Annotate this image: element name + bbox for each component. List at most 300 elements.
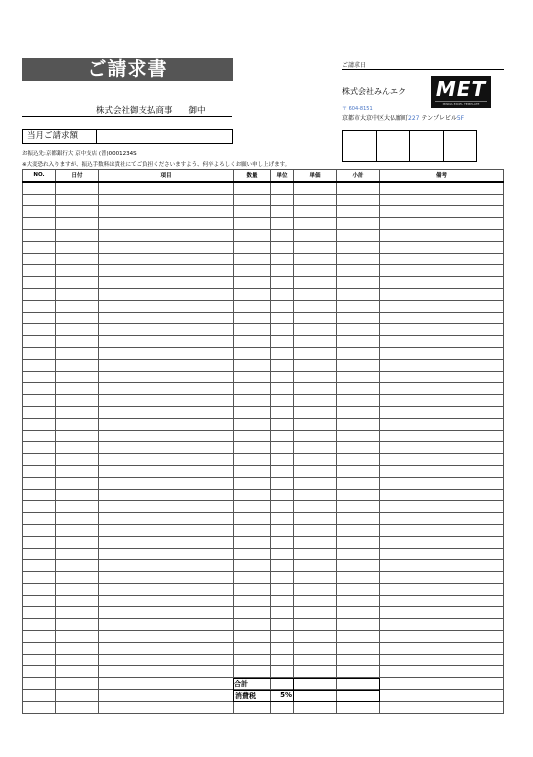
table-cell[interactable] [380,265,504,277]
table-cell[interactable] [234,218,271,230]
table-cell[interactable] [56,312,99,324]
table-cell[interactable] [380,619,504,631]
table-cell[interactable] [380,572,504,584]
table-cell[interactable] [380,513,504,525]
table-cell[interactable] [337,371,380,383]
table-cell[interactable] [271,489,294,501]
table-cell[interactable] [380,595,504,607]
table-cell[interactable] [56,418,99,430]
table-cell[interactable] [56,194,99,206]
table-cell[interactable] [234,383,271,395]
table-cell[interactable] [337,218,380,230]
table-cell[interactable] [271,477,294,489]
table-cell[interactable] [23,666,56,678]
table-cell[interactable] [99,194,234,206]
table-cell[interactable] [271,218,294,230]
table-cell[interactable] [23,206,56,218]
table-cell[interactable] [294,206,337,218]
table-cell[interactable] [380,206,504,218]
table-cell[interactable] [56,359,99,371]
table-cell[interactable] [99,430,234,442]
table-cell[interactable] [99,454,234,466]
table-cell[interactable] [380,347,504,359]
table-cell[interactable] [380,678,504,690]
table-cell[interactable] [271,572,294,584]
table-cell[interactable] [23,524,56,536]
table-cell[interactable] [337,465,380,477]
table-cell[interactable] [23,182,56,194]
table-cell[interactable] [271,206,294,218]
table-cell[interactable] [56,288,99,300]
table-cell[interactable] [380,229,504,241]
table-cell[interactable] [99,241,234,253]
table-cell[interactable] [23,595,56,607]
table-cell[interactable] [380,253,504,265]
table-cell[interactable] [380,477,504,489]
table-cell[interactable] [56,406,99,418]
table-cell[interactable] [271,442,294,454]
table-cell[interactable] [56,701,99,713]
table-cell[interactable] [271,277,294,289]
table-cell[interactable] [337,560,380,572]
table-cell[interactable] [380,336,504,348]
table-cell[interactable] [56,265,99,277]
table-cell[interactable] [56,241,99,253]
table-cell[interactable] [380,218,504,230]
table-cell[interactable] [56,524,99,536]
table-cell[interactable] [294,666,337,678]
table-cell[interactable] [271,359,294,371]
table-cell[interactable] [294,465,337,477]
table-cell[interactable] [234,654,271,666]
table-cell[interactable] [337,572,380,584]
table-cell[interactable] [271,595,294,607]
table-cell[interactable] [271,324,294,336]
table-cell[interactable] [56,572,99,584]
table-cell[interactable] [380,654,504,666]
table-cell[interactable] [337,631,380,643]
table-cell[interactable] [23,300,56,312]
table-cell[interactable] [271,383,294,395]
table-cell[interactable] [294,595,337,607]
table-cell[interactable] [294,229,337,241]
table-cell[interactable] [271,182,294,194]
table-cell[interactable] [380,194,504,206]
table-cell[interactable] [23,312,56,324]
table-cell[interactable] [380,418,504,430]
table-cell[interactable] [234,418,271,430]
table-cell[interactable] [23,701,56,713]
table-cell[interactable] [271,642,294,654]
table-cell[interactable] [380,430,504,442]
table-cell[interactable] [23,194,56,206]
table-cell[interactable] [99,206,234,218]
table-cell[interactable] [337,442,380,454]
table-cell[interactable] [271,631,294,643]
table-cell[interactable] [99,442,234,454]
table-cell[interactable] [56,206,99,218]
table-cell[interactable] [99,265,234,277]
table-cell[interactable] [99,277,234,289]
table-cell[interactable] [56,371,99,383]
table-cell[interactable] [23,560,56,572]
table-cell[interactable] [337,253,380,265]
table-cell[interactable] [234,489,271,501]
table-cell[interactable] [337,347,380,359]
table-cell[interactable] [337,194,380,206]
table-cell[interactable] [99,288,234,300]
table-cell[interactable] [294,300,337,312]
table-cell[interactable] [271,194,294,206]
table-cell[interactable] [99,182,234,194]
table-cell[interactable] [380,359,504,371]
table-cell[interactable] [234,607,271,619]
table-cell[interactable] [23,336,56,348]
table-cell[interactable] [380,631,504,643]
table-cell[interactable] [294,548,337,560]
table-cell[interactable] [234,288,271,300]
table-cell[interactable] [234,265,271,277]
table-cell[interactable] [56,666,99,678]
table-cell[interactable] [23,583,56,595]
table-cell[interactable] [271,312,294,324]
table-cell[interactable] [234,701,271,713]
table-cell[interactable] [294,418,337,430]
table-cell[interactable] [234,642,271,654]
table-cell[interactable] [23,465,56,477]
table-cell[interactable] [56,631,99,643]
table-cell[interactable] [380,312,504,324]
table-cell[interactable] [294,253,337,265]
table-cell[interactable] [271,701,294,713]
table-cell[interactable] [56,395,99,407]
table-cell[interactable] [337,277,380,289]
table-cell[interactable] [99,218,234,230]
table-cell[interactable] [99,347,234,359]
table-cell[interactable] [294,288,337,300]
table-cell[interactable] [337,182,380,194]
table-cell[interactable] [99,524,234,536]
table-cell[interactable] [56,465,99,477]
table-cell[interactable] [234,253,271,265]
table-cell[interactable] [380,701,504,713]
table-cell[interactable] [56,277,99,289]
table-cell[interactable] [337,454,380,466]
table-cell[interactable] [56,477,99,489]
table-cell[interactable] [380,548,504,560]
table-cell[interactable] [294,336,337,348]
table-cell[interactable] [23,418,56,430]
table-cell[interactable] [337,265,380,277]
table-cell[interactable] [380,465,504,477]
table-cell[interactable] [271,347,294,359]
table-cell[interactable] [23,690,56,702]
table-cell[interactable] [99,690,234,702]
table-cell[interactable] [99,406,234,418]
table-cell[interactable] [337,607,380,619]
table-cell[interactable] [56,583,99,595]
table-cell[interactable] [380,489,504,501]
table-cell[interactable] [23,536,56,548]
table-cell[interactable] [23,347,56,359]
table-cell[interactable] [337,430,380,442]
table-cell[interactable] [99,607,234,619]
table-cell[interactable] [234,583,271,595]
table-cell[interactable] [271,560,294,572]
table-cell[interactable] [294,501,337,513]
table-cell[interactable] [234,477,271,489]
table-cell[interactable] [23,359,56,371]
table-cell[interactable] [337,701,380,713]
table-cell[interactable] [380,182,504,194]
table-cell[interactable] [56,654,99,666]
table-cell[interactable] [56,548,99,560]
table-cell[interactable] [23,477,56,489]
table-cell[interactable] [234,182,271,194]
table-cell[interactable] [99,336,234,348]
table-cell[interactable] [99,642,234,654]
table-cell[interactable] [294,536,337,548]
table-cell[interactable] [99,229,234,241]
table-cell[interactable] [23,631,56,643]
table-cell[interactable] [337,536,380,548]
table-cell[interactable] [271,619,294,631]
table-cell[interactable] [234,631,271,643]
table-cell[interactable] [294,371,337,383]
table-cell[interactable] [294,194,337,206]
table-cell[interactable] [380,642,504,654]
table-cell[interactable] [56,336,99,348]
table-cell[interactable] [56,489,99,501]
table-cell[interactable] [99,666,234,678]
table-cell[interactable] [56,560,99,572]
table-cell[interactable] [380,371,504,383]
table-cell[interactable] [23,218,56,230]
table-cell[interactable] [271,607,294,619]
table-cell[interactable] [380,288,504,300]
table-cell[interactable] [234,406,271,418]
table-cell[interactable] [380,501,504,513]
table-cell[interactable] [23,241,56,253]
table-cell[interactable] [99,654,234,666]
table-cell[interactable] [99,371,234,383]
table-cell[interactable] [23,454,56,466]
table-cell[interactable] [337,383,380,395]
table-cell[interactable] [337,619,380,631]
table-cell[interactable] [99,383,234,395]
table-cell[interactable] [294,524,337,536]
table-cell[interactable] [380,406,504,418]
table-cell[interactable] [294,277,337,289]
table-cell[interactable] [99,678,234,690]
table-cell[interactable] [380,277,504,289]
table-cell[interactable] [271,465,294,477]
table-cell[interactable] [23,324,56,336]
table-cell[interactable] [99,548,234,560]
table-cell[interactable] [294,619,337,631]
table-cell[interactable] [56,454,99,466]
table-cell[interactable] [56,678,99,690]
table-cell[interactable] [380,536,504,548]
table-cell[interactable] [99,595,234,607]
table-cell[interactable] [294,430,337,442]
table-cell[interactable] [380,524,504,536]
table-cell[interactable] [380,607,504,619]
table-cell[interactable] [99,418,234,430]
table-cell[interactable] [56,218,99,230]
table-cell[interactable] [234,560,271,572]
table-cell[interactable] [294,560,337,572]
table-cell[interactable] [294,454,337,466]
table-cell[interactable] [99,465,234,477]
table-cell[interactable] [337,501,380,513]
table-cell[interactable] [99,312,234,324]
table-cell[interactable] [271,513,294,525]
table-cell[interactable] [234,324,271,336]
table-cell[interactable] [23,371,56,383]
table-cell[interactable] [234,300,271,312]
table-cell[interactable] [234,336,271,348]
table-cell[interactable] [294,642,337,654]
table-cell[interactable] [23,277,56,289]
table-cell[interactable] [271,430,294,442]
table-cell[interactable] [337,300,380,312]
table-cell[interactable] [23,383,56,395]
table-cell[interactable] [380,300,504,312]
table-cell[interactable] [271,501,294,513]
table-cell[interactable] [99,395,234,407]
table-cell[interactable] [56,182,99,194]
subtotal-value[interactable] [294,679,380,691]
table-cell[interactable] [56,383,99,395]
table-cell[interactable] [56,300,99,312]
table-cell[interactable] [234,442,271,454]
table-cell[interactable] [234,666,271,678]
table-cell[interactable] [23,442,56,454]
table-cell[interactable] [99,359,234,371]
table-cell[interactable] [294,477,337,489]
table-cell[interactable] [271,654,294,666]
table-cell[interactable] [56,430,99,442]
table-cell[interactable] [271,454,294,466]
table-cell[interactable] [99,489,234,501]
table-cell[interactable] [56,619,99,631]
table-cell[interactable] [337,595,380,607]
table-cell[interactable] [271,406,294,418]
table-cell[interactable] [271,300,294,312]
table-cell[interactable] [23,489,56,501]
table-cell[interactable] [337,513,380,525]
table-cell[interactable] [337,359,380,371]
table-cell[interactable] [23,572,56,584]
table-cell[interactable] [294,265,337,277]
table-cell[interactable] [271,371,294,383]
table-cell[interactable] [234,312,271,324]
table-cell[interactable] [380,442,504,454]
table-cell[interactable] [23,513,56,525]
table-cell[interactable] [99,253,234,265]
table-cell[interactable] [271,418,294,430]
table-cell[interactable] [234,595,271,607]
table-cell[interactable] [234,619,271,631]
table-cell[interactable] [294,654,337,666]
table-cell[interactable] [99,477,234,489]
table-cell[interactable] [99,572,234,584]
table-cell[interactable] [234,430,271,442]
table-cell[interactable] [99,560,234,572]
table-cell[interactable] [99,300,234,312]
table-cell[interactable] [56,501,99,513]
table-cell[interactable] [234,524,271,536]
table-cell[interactable] [294,406,337,418]
table-cell[interactable] [99,501,234,513]
table-cell[interactable] [23,288,56,300]
table-cell[interactable] [56,347,99,359]
table-cell[interactable] [294,583,337,595]
table-cell[interactable] [234,347,271,359]
table-cell[interactable] [337,477,380,489]
table-cell[interactable] [234,465,271,477]
table-cell[interactable] [294,607,337,619]
table-cell[interactable] [99,324,234,336]
table-cell[interactable] [380,690,504,702]
table-cell[interactable] [99,631,234,643]
table-cell[interactable] [234,206,271,218]
table-cell[interactable] [337,489,380,501]
table-cell[interactable] [271,265,294,277]
table-cell[interactable] [380,383,504,395]
table-cell[interactable] [380,454,504,466]
table-cell[interactable] [271,253,294,265]
table-cell[interactable] [56,690,99,702]
table-cell[interactable] [294,359,337,371]
table-cell[interactable] [337,288,380,300]
table-cell[interactable] [234,454,271,466]
table-cell[interactable] [234,572,271,584]
table-cell[interactable] [337,324,380,336]
table-cell[interactable] [294,347,337,359]
table-cell[interactable] [234,548,271,560]
table-cell[interactable] [337,524,380,536]
tax-value[interactable] [294,690,380,702]
table-cell[interactable] [294,218,337,230]
table-cell[interactable] [234,194,271,206]
table-cell[interactable] [271,666,294,678]
table-cell[interactable] [56,442,99,454]
table-cell[interactable] [294,489,337,501]
table-cell[interactable] [380,666,504,678]
table-cell[interactable] [271,395,294,407]
table-cell[interactable] [271,583,294,595]
table-cell[interactable] [337,312,380,324]
table-cell[interactable] [23,395,56,407]
table-cell[interactable] [234,241,271,253]
table-cell[interactable] [294,572,337,584]
table-cell[interactable] [337,406,380,418]
table-cell[interactable] [23,265,56,277]
table-cell[interactable] [99,583,234,595]
table-cell[interactable] [23,548,56,560]
table-cell[interactable] [294,631,337,643]
table-cell[interactable] [56,229,99,241]
table-cell[interactable] [380,241,504,253]
table-cell[interactable] [271,548,294,560]
table-cell[interactable] [234,536,271,548]
table-cell[interactable] [99,701,234,713]
table-cell[interactable] [23,501,56,513]
table-cell[interactable] [380,395,504,407]
table-cell[interactable] [271,336,294,348]
